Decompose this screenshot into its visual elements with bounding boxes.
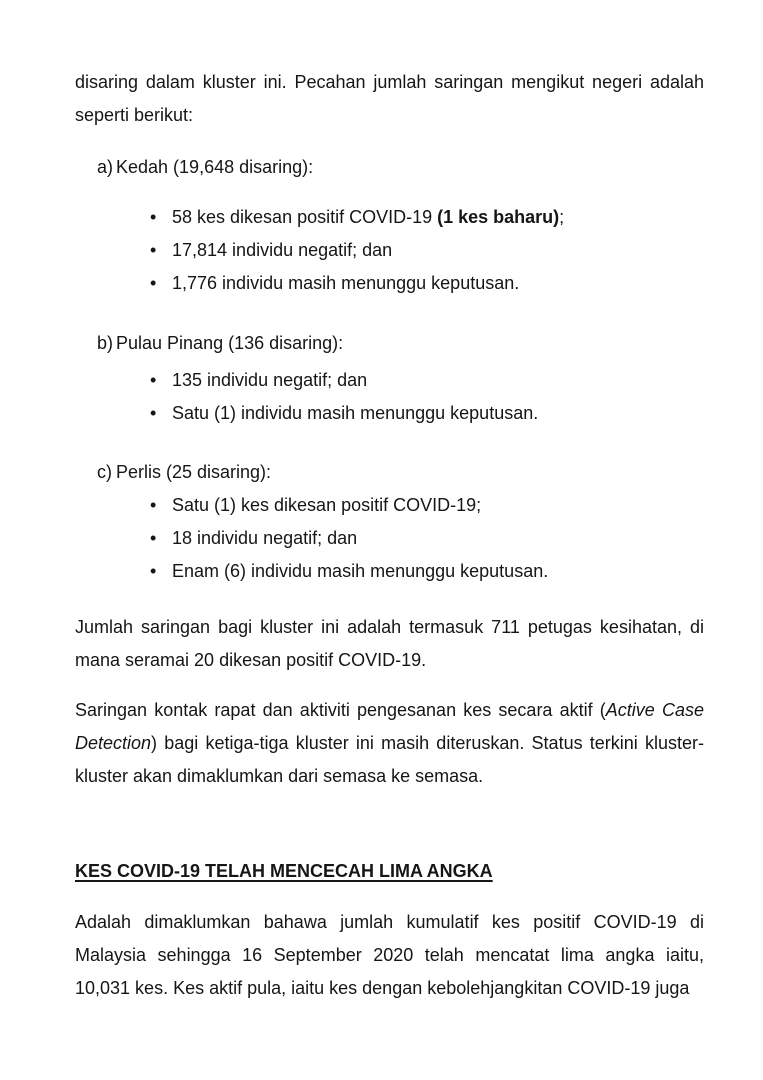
bullet-text: 17,814 individu negatif; dan	[172, 240, 393, 260]
bullet-text	[172, 207, 564, 227]
state-title-kedah: Kedah (19,648 disaring):	[116, 157, 314, 177]
summary-paragraph	[75, 611, 704, 677]
intro-paragraph	[75, 66, 704, 132]
intro-line-2: seperti berikut:	[75, 105, 194, 125]
list-item	[75, 522, 704, 555]
pulau-pinang-bullet-list	[75, 364, 704, 430]
milestone-line-2: Malaysia sehingga 16 September 2020 telah mencatat lima angka iaitu,	[75, 945, 704, 965]
bullet-icon: •	[150, 240, 157, 260]
text-run: ) bagi ketiga-tiga kluster ini masih diteruskan. Status terkini kluster-	[151, 733, 704, 753]
section-heading: KES COVID-19 TELAH MENCECAH LIMA ANGKA	[75, 861, 493, 881]
bullet-text: Satu (1) kes dikesan positif COVID-19;	[172, 495, 482, 515]
text-run-bold: (1 kes baharu)	[437, 207, 560, 227]
bullet-text: 135 individu negatif; dan	[172, 370, 368, 390]
text-run: ;	[559, 207, 565, 227]
summary-line-2: mana seramai 20 dikesan positif COVID-19.	[75, 650, 427, 670]
list-item	[75, 364, 704, 397]
list-item	[75, 267, 704, 300]
milestone-line-1: Adalah dimaklumkan bahawa jumlah kumulatif kes positif COVID-19 di	[75, 912, 704, 932]
screening-line-1	[75, 694, 704, 727]
bullet-text: Satu (1) individu masih menunggu keputusan.	[172, 403, 539, 423]
bullet-text: Enam (6) individu masih menunggu keputusan.	[172, 561, 549, 581]
text-run: Saringan kontak rapat dan aktiviti pengesanan kes secara aktif (	[75, 700, 606, 720]
state-title-pulau-pinang: Pulau Pinang (136 disaring):	[116, 333, 344, 353]
state-item-pulau-pinang	[75, 327, 704, 360]
bullet-icon: •	[150, 207, 157, 227]
state-item-perlis	[75, 456, 704, 489]
screening-line-3: kluster akan dimaklumkan dari semasa ke semasa.	[75, 766, 484, 786]
text-run-italic: Detection	[75, 733, 152, 753]
intro-line-1: disaring dalam kluster ini. Pecahan jumlah saringan mengikut negeri adalah	[75, 72, 704, 92]
state-title-perlis: Perlis (25 disaring):	[116, 462, 272, 482]
bullet-icon: •	[150, 528, 157, 548]
list-item	[75, 234, 704, 267]
bullet-icon: •	[150, 273, 157, 293]
bullet-icon: •	[150, 370, 157, 390]
list-item	[75, 489, 704, 522]
list-item	[75, 555, 704, 588]
bullet-icon: •	[150, 561, 157, 581]
screening-paragraph	[75, 694, 704, 793]
text-run: 58 kes dikesan positif COVID-19	[172, 207, 438, 227]
summary-line-1: Jumlah saringan bagi kluster ini adalah termasuk 711 petugas kesihatan, di	[75, 617, 704, 637]
bullet-icon: •	[150, 403, 157, 423]
list-letter-a: a)	[97, 157, 114, 177]
list-letter-b: b)	[97, 333, 114, 353]
perlis-bullet-list	[75, 489, 704, 588]
milestone-line-3: 10,031 kes. Kes aktif pula, iaitu kes dengan kebolehjangkitan COVID-19 juga	[75, 978, 690, 998]
text-run-italic: Active Case	[605, 700, 704, 720]
bullet-text: 18 individu negatif; dan	[172, 528, 358, 548]
bullet-text: 1,776 individu masih menunggu keputusan.	[172, 273, 520, 293]
list-item	[75, 201, 704, 234]
kedah-bullet-list	[75, 201, 704, 300]
milestone-paragraph	[75, 906, 704, 1005]
list-item	[75, 397, 704, 430]
state-item-kedah	[75, 151, 704, 184]
list-letter-c: c)	[97, 462, 112, 482]
screening-line-2	[75, 727, 704, 760]
bullet-icon: •	[150, 495, 157, 515]
